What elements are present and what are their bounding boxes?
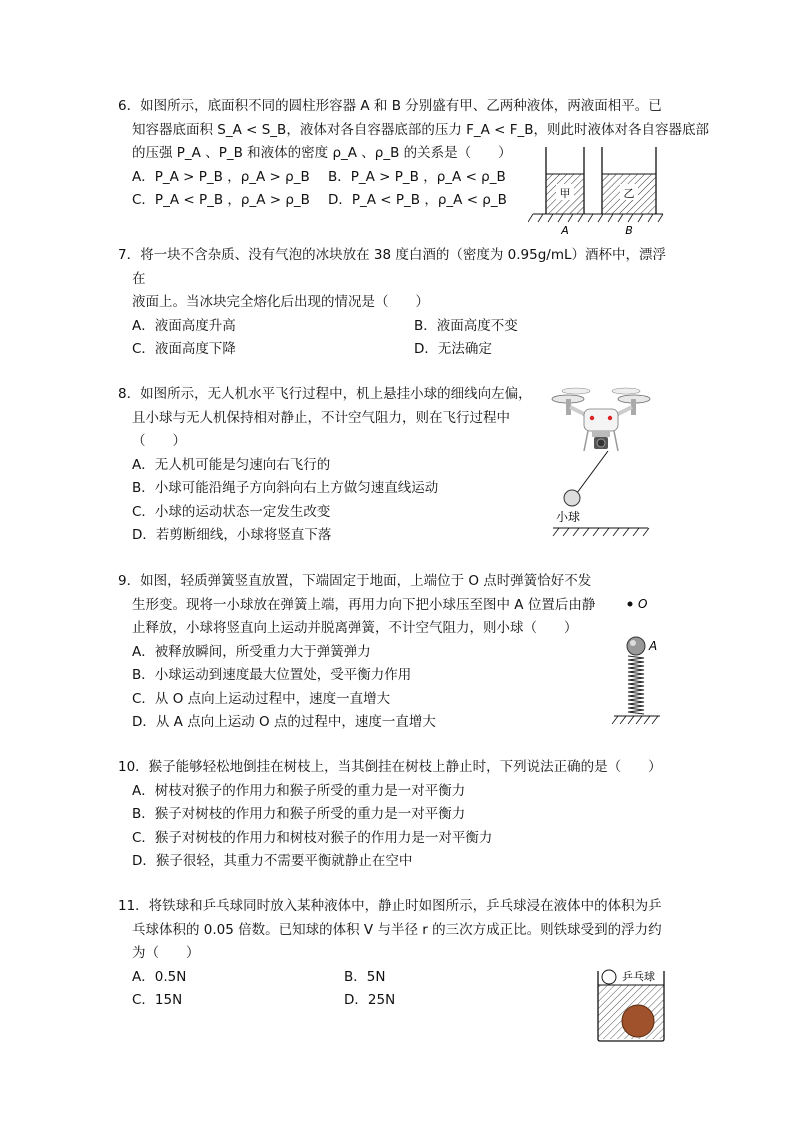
q11-beaker-figure (594, 963, 674, 1045)
q6-containers-figure (528, 142, 668, 237)
q9-option-c[interactable]: C．从 O 点向上运动过程中，速度一直增大 (132, 690, 391, 707)
q8-ball-label: 小球 (556, 510, 581, 524)
drone-icon (552, 388, 650, 451)
q7-option-a[interactable]: A．液面高度升高 (132, 317, 236, 334)
q9-point-a: A (649, 639, 658, 653)
q6-line-3: 的压强 P_A 、P_B 和液体的密度 ρ_A 、ρ_B 的关系是（ ） (132, 145, 512, 161)
q11-line-3: 为（ ） (132, 945, 200, 961)
q6-option-b[interactable]: B．P_A > P_B ，ρ_A < ρ_B (328, 168, 506, 185)
q6-option-a[interactable]: A．P_A > P_B ，ρ_A > ρ_B (132, 168, 310, 185)
q11-line-1: 11．将铁球和乒乓球同时放入某种液体中，静止时如图所示，乒乓球浸在液体中的体积为乒 (118, 898, 662, 914)
q9-point-o: O (638, 597, 648, 611)
q6-label-a: A (561, 224, 569, 237)
q7-option-b[interactable]: B．液面高度不变 (414, 317, 518, 334)
q9-option-d[interactable]: D．从 A 点向上运动 O 点的过程中，速度一直增大 (132, 714, 436, 730)
q10-option-d[interactable]: D．猴子很轻，其重力不需要平衡就静止在空中 (132, 853, 413, 869)
q8-option-d[interactable]: D．若剪断细线，小球将竖直下落 (132, 527, 332, 543)
question-7 (118, 244, 678, 362)
q11-option-a[interactable]: A．0.5N (132, 968, 187, 985)
question-9 (118, 570, 678, 735)
q6-option-c[interactable]: C．P_A < P_B ，ρ_A > ρ_B (132, 192, 310, 208)
q8-option-c[interactable]: C．小球的运动状态一定发生改变 (132, 503, 331, 520)
q10-option-b[interactable]: B．猴子对树枝的作用力和猴子所受的重力是一对平衡力 (132, 806, 466, 822)
q6-liquid-b-label: 乙 (623, 187, 635, 200)
q11-option-b[interactable]: B．5N (344, 968, 386, 985)
q9-line-3: 止释放，小球将竖直向上运动并脱离弹簧，不计空气阻力，则小球（ ） (132, 620, 578, 636)
q10-option-a[interactable]: A．树枝对猴子的作用力和猴子所受的重力是一对平衡力 (132, 782, 466, 799)
q6-liquid-a-label: 甲 (559, 187, 571, 200)
q7-option-c[interactable]: C．液面高度下降 (132, 341, 236, 357)
q8-line-2: 且小球与无人机保持相对静止，不计空气阻力，则在飞行过程中 (132, 409, 510, 426)
q7-line-3: 液面上。当冰块完全熔化后出现的情况是（ ） (132, 294, 429, 310)
q8-option-b[interactable]: B．小球可能沿绳子方向斜向右上方做匀速直线运动 (132, 480, 439, 496)
q9-option-a[interactable]: A．被释放瞬间，所受重力大于弹簧弹力 (132, 643, 371, 660)
q9-spring-figure (608, 592, 668, 732)
q8-line-3: （ ） (132, 433, 186, 449)
question-10 (118, 756, 678, 874)
q6-line-2: 知容器底面积 S_A < S_B，液体对各自容器底部的压力 F_A < F_B，则此时液体对各自容器底部 (132, 121, 710, 138)
q11-option-c[interactable]: C．15N (132, 992, 183, 1008)
q9-option-b[interactable]: B．小球运动到速度最大位置处，受平衡力作用 (132, 667, 412, 683)
q7-line-1: 7．将一块不含杂质、没有气泡的冰块放在 38 度白酒的（密度为 0.95g/mL）酒杯中，漂浮 (118, 247, 666, 263)
q10-line-1: 10．猴子能够轻松地倒挂在树枝上，当其倒挂在树枝上静止时，下列说法正确的是（ ） (118, 759, 662, 775)
q8-line-1: 8．如图所示，无人机水平飞行过程中，机上悬挂小球的细线向左偏， (118, 386, 532, 402)
q11-pingpong-label: 乒乓球 (622, 970, 655, 983)
q10-option-c[interactable]: C．猴子对树枝的作用力和树枝对猴子的作用力是一对平衡力 (132, 829, 493, 846)
q6-label-b: B (625, 224, 633, 237)
q9-line-1: 9．如图，轻质弹簧竖直放置，下端固定于地面，上端位于 O 点时弹簧恰好不发 (118, 573, 592, 589)
q8-option-a[interactable]: A．无人机可能是匀速向右飞行的 (132, 456, 331, 473)
q8-drone-figure (548, 385, 658, 540)
q11-option-d[interactable]: D．25N (344, 992, 396, 1008)
q9-line-2: 生形变。现将一小球放在弹簧上端，再用力向下把小球压至图中 A 位置后由静 (132, 596, 596, 613)
q6-line-1: 6．如图所示，底面积不同的圆柱形容器 A 和 B 分别盛有甲、乙两种液体，两液面相平。已 (118, 98, 662, 114)
q7-option-d[interactable]: D．无法确定 (414, 341, 492, 357)
q6-option-d[interactable]: D．P_A < P_B ，ρ_A < ρ_B (328, 192, 507, 208)
q11-line-2: 乓球体积的 0.05 倍数。已知球的体积 V 与半径 r 的三次方成正比。则铁球受到的浮力约 (132, 921, 662, 938)
q7-line-2: 在 (132, 270, 146, 287)
